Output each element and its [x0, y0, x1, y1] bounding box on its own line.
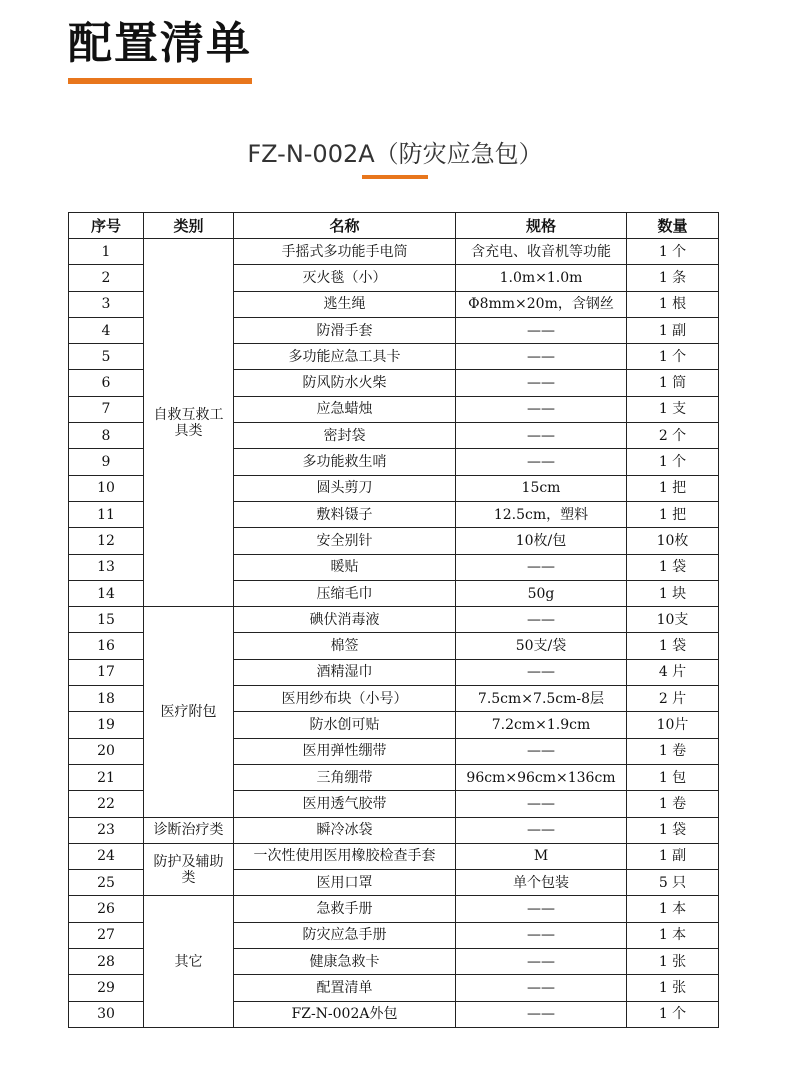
item-quantity: 1 筒 — [627, 370, 719, 396]
item-spec: 50g — [456, 580, 627, 606]
item-quantity: 1 个 — [627, 239, 719, 265]
row-number: 3 — [69, 291, 144, 317]
row-number: 5 — [69, 344, 144, 370]
item-spec: —— — [456, 396, 627, 422]
item-name: 密封袋 — [234, 423, 456, 449]
table-row — [69, 817, 719, 843]
item-name: FZ-N-002A外包 — [234, 1001, 456, 1027]
item-quantity: 1 卷 — [627, 738, 719, 764]
row-number: 17 — [69, 659, 144, 685]
item-spec: —— — [456, 922, 627, 948]
item-spec: —— — [456, 975, 627, 1001]
row-number: 8 — [69, 423, 144, 449]
column-header-qty: 数量 — [627, 213, 719, 239]
item-quantity: 1 包 — [627, 764, 719, 790]
row-number: 13 — [69, 554, 144, 580]
item-name: 医用口罩 — [234, 870, 456, 896]
item-spec: —— — [456, 607, 627, 633]
item-quantity: 10支 — [627, 607, 719, 633]
category-cell: 自救互救工 具类 — [144, 239, 234, 607]
table-row — [69, 843, 719, 869]
row-number: 23 — [69, 817, 144, 843]
category-cell: 医疗附包 — [144, 607, 234, 817]
row-number: 20 — [69, 738, 144, 764]
column-header-category: 类别 — [144, 213, 234, 239]
item-name: 圆头剪刀 — [234, 475, 456, 501]
row-number: 28 — [69, 949, 144, 975]
item-name: 敷料镊子 — [234, 501, 456, 527]
item-name: 多功能救生哨 — [234, 449, 456, 475]
row-number: 2 — [69, 265, 144, 291]
item-name: 安全别针 — [234, 528, 456, 554]
item-spec: —— — [456, 791, 627, 817]
item-quantity: 1 张 — [627, 949, 719, 975]
item-name: 瞬冷冰袋 — [234, 817, 456, 843]
table-row — [69, 607, 719, 633]
item-spec: —— — [456, 423, 627, 449]
column-header-name: 名称 — [234, 213, 456, 239]
item-quantity: 1 袋 — [627, 554, 719, 580]
row-number: 14 — [69, 580, 144, 606]
table-body — [69, 239, 719, 1028]
row-number: 19 — [69, 712, 144, 738]
subtitle-underline — [362, 175, 428, 179]
item-quantity: 1 把 — [627, 501, 719, 527]
row-number: 11 — [69, 501, 144, 527]
item-name: 配置清单 — [234, 975, 456, 1001]
item-quantity: 1 条 — [627, 265, 719, 291]
item-spec: —— — [456, 896, 627, 922]
row-number: 16 — [69, 633, 144, 659]
item-quantity: 1 张 — [627, 975, 719, 1001]
row-number: 24 — [69, 843, 144, 869]
category-cell: 诊断治疗类 — [144, 817, 234, 843]
item-quantity: 1 本 — [627, 922, 719, 948]
item-quantity: 1 本 — [627, 896, 719, 922]
item-spec: —— — [456, 659, 627, 685]
page-title: 配置清单 — [68, 18, 252, 69]
item-quantity: 2 片 — [627, 686, 719, 712]
item-quantity: 1 个 — [627, 344, 719, 370]
item-spec: —— — [456, 370, 627, 396]
item-name: 暖贴 — [234, 554, 456, 580]
item-spec: 单个包装 — [456, 870, 627, 896]
item-spec: 96cm×96cm×136cm — [456, 764, 627, 790]
item-spec: —— — [456, 1001, 627, 1027]
item-name: 手摇式多功能手电筒 — [234, 239, 456, 265]
column-header-spec: 规格 — [456, 213, 627, 239]
category-cell: 其它 — [144, 896, 234, 1027]
item-quantity: 4 片 — [627, 659, 719, 685]
item-name: 防水创可贴 — [234, 712, 456, 738]
item-spec: 7.5cm×7.5cm-8层 — [456, 686, 627, 712]
item-quantity: 10片 — [627, 712, 719, 738]
row-number: 10 — [69, 475, 144, 501]
item-name: 医用透气胶带 — [234, 791, 456, 817]
item-quantity: 5 只 — [627, 870, 719, 896]
row-number: 4 — [69, 317, 144, 343]
item-name: 医用纱布块（小号） — [234, 686, 456, 712]
table-row — [69, 239, 719, 265]
item-spec: —— — [456, 317, 627, 343]
item-name: 三角绷带 — [234, 764, 456, 790]
row-number: 9 — [69, 449, 144, 475]
item-spec: 1.0m×1.0m — [456, 265, 627, 291]
product-subtitle: FZ-N-002A（防灾应急包） — [247, 140, 543, 168]
item-name: 应急蜡烛 — [234, 396, 456, 422]
item-quantity: 1 根 — [627, 291, 719, 317]
item-name: 医用弹性绷带 — [234, 738, 456, 764]
item-spec: 12.5cm，塑料 — [456, 501, 627, 527]
item-spec: 10枚/包 — [456, 528, 627, 554]
item-spec: 15cm — [456, 475, 627, 501]
row-number: 26 — [69, 896, 144, 922]
item-spec: —— — [456, 554, 627, 580]
item-name: 压缩毛巾 — [234, 580, 456, 606]
item-quantity: 1 把 — [627, 475, 719, 501]
item-quantity: 2 个 — [627, 423, 719, 449]
column-header-no: 序号 — [69, 213, 144, 239]
row-number: 12 — [69, 528, 144, 554]
item-quantity: 1 个 — [627, 449, 719, 475]
row-number: 30 — [69, 1001, 144, 1027]
row-number: 7 — [69, 396, 144, 422]
row-number: 29 — [69, 975, 144, 1001]
item-name: 酒精湿巾 — [234, 659, 456, 685]
item-quantity: 1 袋 — [627, 633, 719, 659]
item-name: 防滑手套 — [234, 317, 456, 343]
table-header-row — [69, 213, 719, 239]
item-name: 多功能应急工具卡 — [234, 344, 456, 370]
item-quantity: 1 卷 — [627, 791, 719, 817]
item-spec: 含充电、收音机等功能 — [456, 239, 627, 265]
config-table — [68, 212, 719, 1028]
item-name: 棉签 — [234, 633, 456, 659]
row-number: 18 — [69, 686, 144, 712]
table-row — [69, 896, 719, 922]
item-spec: —— — [456, 738, 627, 764]
item-spec: —— — [456, 344, 627, 370]
row-number: 27 — [69, 922, 144, 948]
item-spec: 7.2cm×1.9cm — [456, 712, 627, 738]
item-quantity: 1 袋 — [627, 817, 719, 843]
item-name: 逃生绳 — [234, 291, 456, 317]
title-underline — [68, 78, 252, 84]
row-number: 25 — [69, 870, 144, 896]
item-spec: —— — [456, 949, 627, 975]
item-spec: —— — [456, 449, 627, 475]
item-quantity: 1 副 — [627, 843, 719, 869]
row-number: 6 — [69, 370, 144, 396]
row-number: 15 — [69, 607, 144, 633]
item-name: 碘伏消毒液 — [234, 607, 456, 633]
row-number: 22 — [69, 791, 144, 817]
item-spec: Φ8mm×20m，含钢丝 — [456, 291, 627, 317]
item-quantity: 1 副 — [627, 317, 719, 343]
item-name: 灭火毯（小） — [234, 265, 456, 291]
item-name: 防风防水火柴 — [234, 370, 456, 396]
item-name: 一次性使用医用橡胶检查手套 — [234, 843, 456, 869]
item-spec: —— — [456, 817, 627, 843]
item-spec: 50支/袋 — [456, 633, 627, 659]
item-name: 急救手册 — [234, 896, 456, 922]
item-quantity: 1 支 — [627, 396, 719, 422]
row-number: 1 — [69, 239, 144, 265]
item-quantity: 10枚 — [627, 528, 719, 554]
item-spec: M — [456, 843, 627, 869]
row-number: 21 — [69, 764, 144, 790]
category-cell: 防护及辅助 类 — [144, 843, 234, 896]
item-quantity: 1 块 — [627, 580, 719, 606]
item-name: 健康急救卡 — [234, 949, 456, 975]
item-quantity: 1 个 — [627, 1001, 719, 1027]
item-name: 防灾应急手册 — [234, 922, 456, 948]
